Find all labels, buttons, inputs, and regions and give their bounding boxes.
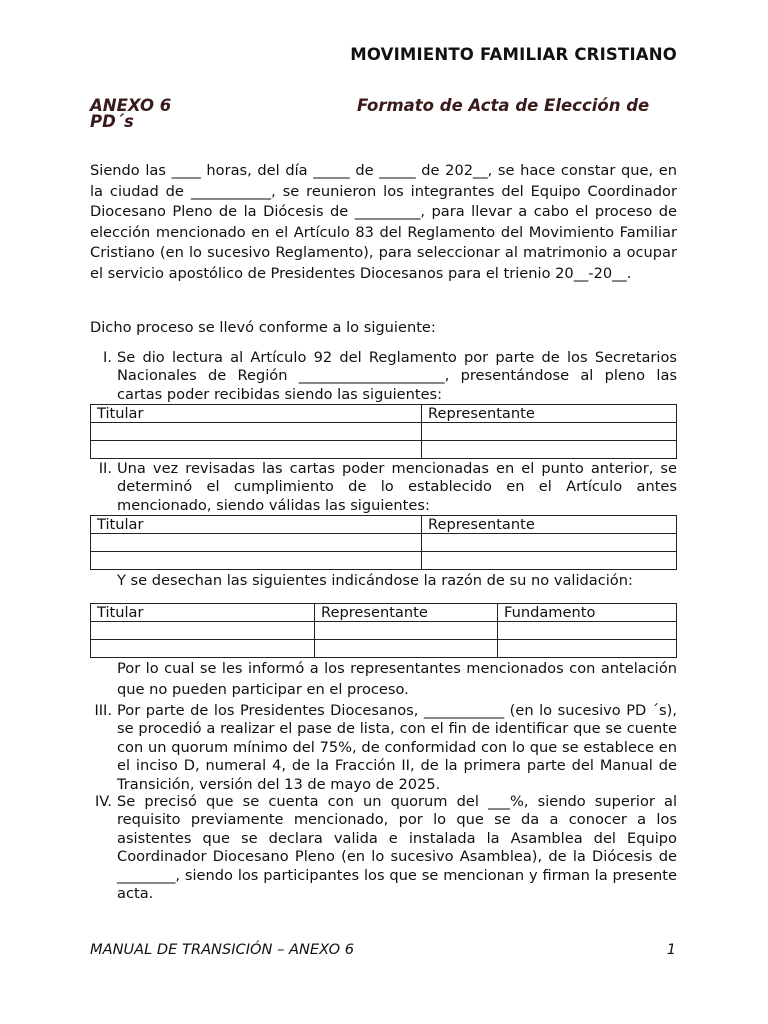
table-header-cell: Fundamento: [498, 604, 677, 622]
table-cell[interactable]: [91, 423, 422, 441]
table-cell[interactable]: [91, 640, 315, 658]
list-item-2: [90, 460, 677, 515]
table-cell[interactable]: [422, 534, 677, 552]
table-header-cell: Titular: [91, 516, 422, 534]
document-title: Formato de Acta de Elección de: [357, 96, 650, 115]
list-item-text: Se precisó que se cuenta con un quorum del ___%, siendo superior al requisito previamente mencionado, por lo que se da a conocer a los asistentes que se declara valida e instalada la Asamblea del Equipo Coordinador Diocesano Pleno (en lo sucesivo Asamblea), de la Diócesis de ________, siendo los participantes los que se mencionan y firman la presente acta.: [117, 793, 677, 903]
list-item-text: Se dio lectura al Artículo 92 del Reglamento por parte de los Secretarios Nacionales de Región ____________________, presentándose al pleno las cartas poder recibidas siendo las siguientes:: [117, 349, 677, 403]
table-row: [91, 534, 677, 552]
list-item-number: I.: [103, 349, 112, 366]
table-header-cell: Titular: [91, 604, 315, 622]
list-item-number: III.: [94, 702, 112, 719]
table-cell[interactable]: [91, 534, 422, 552]
table-cell[interactable]: [91, 552, 422, 570]
list-item-text: Por parte de los Presidentes Diocesanos, ___________ (en lo sucesivo PD ´s), se procedió a realizar el pase de lista, con el fin de identificar que se cuente con un quorum mínimo del 75%, de conformidad con lo que se establece en el inciso D, numeral 4, de la Fracción II, de la primera parte del Manual de Transición, versión del 13 de mayo de 2025.: [117, 702, 677, 793]
table-header-row: [91, 604, 677, 622]
table-cell[interactable]: [422, 423, 677, 441]
list-item-3: [90, 702, 677, 794]
cartas-validas-table: [90, 515, 677, 570]
table-cell[interactable]: [91, 622, 315, 640]
table-header-cell: Titular: [91, 405, 422, 423]
table-cell[interactable]: [498, 640, 677, 658]
table-cell[interactable]: [315, 622, 498, 640]
table-row: [91, 552, 677, 570]
table-cell[interactable]: [422, 552, 677, 570]
cartas-desechadas-table: [90, 603, 677, 658]
annex-label: ANEXO 6: [90, 96, 172, 115]
cartas-recibidas-table: [90, 404, 677, 459]
document-title-continuation: PD´s: [90, 112, 134, 131]
rejected-note: Por lo cual se les informó a los representantes mencionados con antelación que no pueden participar en el proceso.: [117, 660, 677, 698]
table-cell[interactable]: [422, 441, 677, 459]
table-row: [91, 441, 677, 459]
rejected-intro: Y se desechan las siguientes indicándose la razón de su no validación:: [117, 572, 633, 589]
table-row: [91, 423, 677, 441]
page-number: 1: [666, 941, 676, 958]
footer-manual-title: MANUAL DE TRANSICIÓN – ANEXO 6: [90, 941, 355, 958]
list-item-number: IV.: [94, 793, 112, 810]
table-row: [91, 640, 677, 658]
list-item-text: Una vez revisadas las cartas poder mencionadas en el punto anterior, se determinó el cumplimiento de lo establecido en el Artículo antes mencionado, siendo válidas las siguientes:: [117, 460, 677, 514]
table-header-row: [91, 516, 677, 534]
list-item-4: [90, 793, 677, 903]
list-item-number: II.: [98, 460, 112, 477]
list-item-1: [90, 349, 677, 404]
process-paragraph: Dicho proceso se llevó conforme a lo siguiente:: [90, 319, 436, 336]
organization-header: MOVIMIENTO FAMILIAR CRISTIANO: [350, 45, 677, 64]
table-header-cell: Representante: [422, 516, 677, 534]
table-cell[interactable]: [91, 441, 422, 459]
table-header-cell: Representante: [422, 405, 677, 423]
table-cell[interactable]: [315, 640, 498, 658]
table-cell[interactable]: [498, 622, 677, 640]
intro-paragraph: Siendo las ____ horas, del día _____ de _____ de 202__, se hace constar que, en la ciudad de ___________, se reunieron los integrantes del Equipo Coordinador Diocesano Pleno de la Diócesis de _________, para llevar a cabo el proceso de elección mencionado en el Artículo 83 del Reglamento del Movimiento Familiar Cristiano (en lo sucesivo Reglamento), para seleccionar al matrimonio a ocupar el servicio apostólico de Presidentes Diocesanos para el trienio 20__-20__.: [90, 162, 677, 282]
table-row: [91, 622, 677, 640]
table-header-cell: Representante: [315, 604, 498, 622]
table-header-row: [91, 405, 677, 423]
